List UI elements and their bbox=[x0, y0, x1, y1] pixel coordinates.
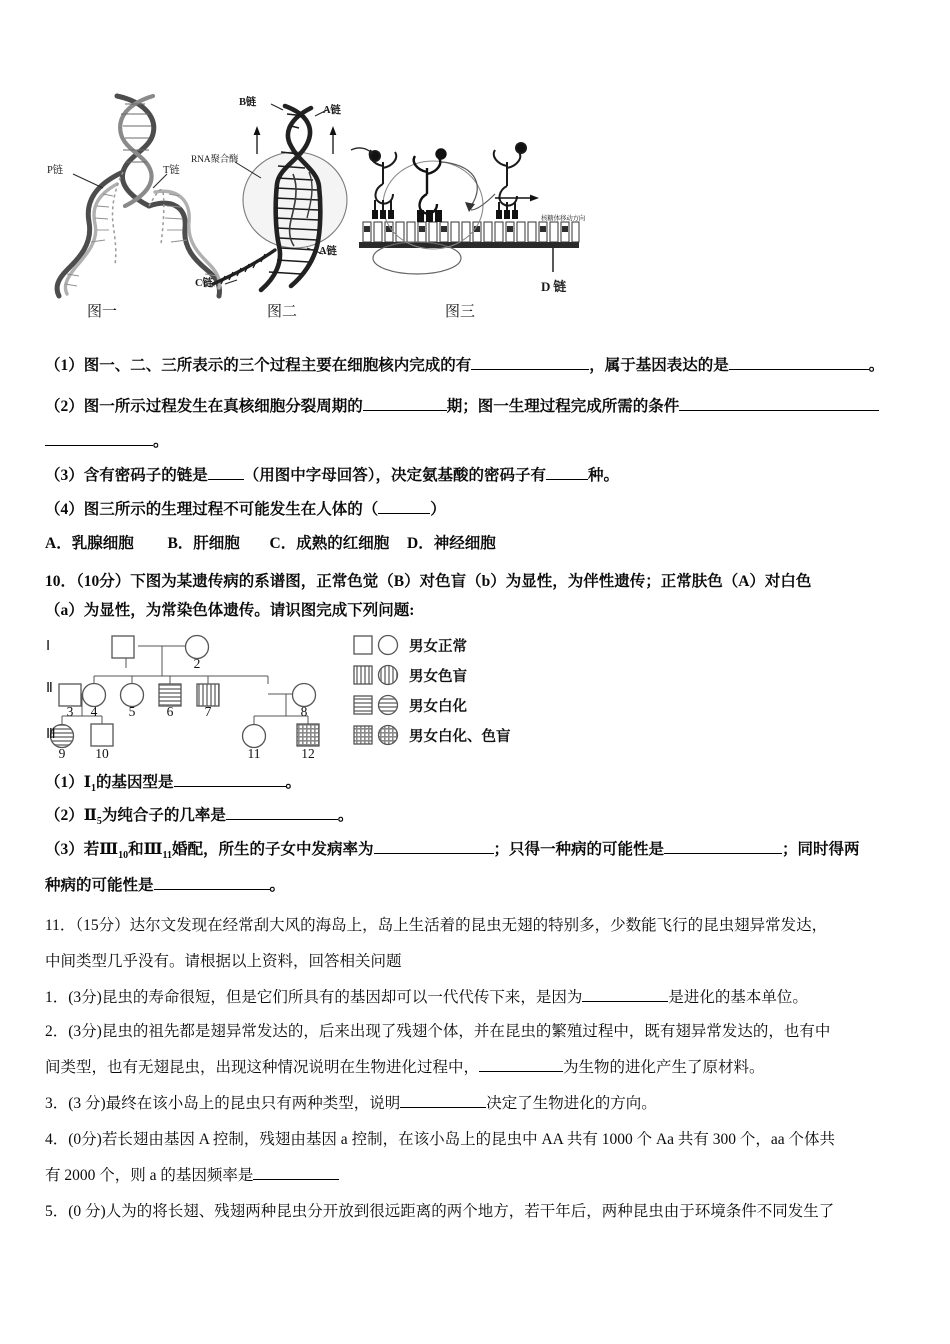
figure-three-label-d-chain: D 链 bbox=[541, 279, 567, 294]
pedigree-svg bbox=[46, 628, 386, 764]
q9-sub2-line bbox=[45, 397, 879, 417]
q9-sub1-blank-1[interactable] bbox=[471, 369, 589, 370]
legend-symbol-normal bbox=[352, 634, 400, 656]
q10-sub3-prefix: （3）若Ⅲ bbox=[45, 841, 119, 858]
legend-symbol-colorblind bbox=[352, 664, 400, 686]
q10-sub3-mid1: 和Ⅲ bbox=[128, 841, 163, 858]
q9-sub3-middle: （用图中字母回答），决定氨基酸的密码子有 bbox=[243, 467, 547, 484]
figure-two-label-a-chain-top: A链 bbox=[323, 105, 341, 116]
legend-label-normal: 男女正常 bbox=[409, 638, 467, 655]
q10-sub1-suffix: 。 bbox=[285, 774, 302, 791]
q10-sub3-blank-2[interactable] bbox=[664, 853, 782, 854]
figure-one-label-p-chain: P链 bbox=[47, 165, 63, 176]
legend-label-both: 男女白化、色盲 bbox=[409, 728, 511, 745]
q10-sub1-mid: 的基因型是 bbox=[96, 774, 174, 791]
q11-item1-blank[interactable] bbox=[582, 1001, 668, 1002]
q10-sub3-blank-1[interactable] bbox=[374, 853, 494, 854]
q10-sub3-subscript-1: 10 bbox=[118, 850, 129, 862]
pedigree-number-11: 11 bbox=[247, 746, 261, 761]
pedigree-individual-12 bbox=[297, 724, 319, 746]
pedigree-number-12: 12 bbox=[301, 746, 315, 761]
q11-item4-text1: 若长翅由基因 A 控制，残翅由基因 a 控制，在该小岛上的昆虫中 AA 共有 1000 个 Aa 共有 300 个，aa 个体共 bbox=[101, 1131, 836, 1148]
q10-sub2-prefix: （2）Ⅱ bbox=[45, 807, 97, 824]
q10-sub1-blank[interactable] bbox=[174, 786, 286, 787]
q9-sub1-blank-2[interactable] bbox=[729, 369, 869, 370]
q11-item5-score: (0 分) bbox=[68, 1203, 106, 1220]
q11-item2-line2-prefix: 间类型，也有无翅昆虫，出现这种情况说明在生物进化过程中， bbox=[45, 1059, 480, 1076]
q11-item4-line2 bbox=[45, 1166, 339, 1186]
q11-item1-prefix: 昆虫的寿命很短，但是它们所具有的基因却可以一代代传下来，是因为 bbox=[101, 989, 583, 1006]
legend-symbol-albino bbox=[352, 694, 400, 716]
pedigree-number-7: 7 bbox=[204, 704, 212, 719]
q11-item2-line1 bbox=[45, 1022, 830, 1042]
q9-sub4-blank-1[interactable] bbox=[378, 513, 430, 514]
q9-sub3-suffix: 种。 bbox=[588, 467, 620, 484]
q9-sub2-middle: 期；图一生理过程完成所需的条件 bbox=[446, 398, 680, 415]
pedigree-number-10: 10 bbox=[95, 746, 109, 761]
pedigree-individual-11 bbox=[243, 725, 266, 748]
figure-three-translation bbox=[345, 110, 595, 305]
q11-item5-number: 5． bbox=[45, 1203, 69, 1220]
q9-option-a[interactable]: A．乳腺细胞 bbox=[45, 535, 134, 552]
q9-sub1-middle: ，属于基因表达的是 bbox=[589, 357, 729, 374]
figure-three-caption: 图三 bbox=[445, 304, 476, 320]
q11-item2-score: (3分) bbox=[68, 1023, 102, 1040]
q10-sub3-line1 bbox=[45, 840, 860, 866]
pedigree-number-9: 9 bbox=[58, 746, 66, 761]
q9-option-d[interactable]: D．神经细胞 bbox=[407, 535, 496, 552]
q10-sub2-blank[interactable] bbox=[226, 819, 338, 820]
q11-stem-line2: 中间类型几乎没有。请根据以上资料，回答相关问题 bbox=[45, 953, 402, 970]
q9-sub4-suffix: ） bbox=[430, 501, 446, 518]
q10-sub3-mid4: ；同时得两 bbox=[782, 841, 860, 858]
q11-item3-score: (3 分) bbox=[68, 1095, 106, 1112]
q11-item2-text1: 昆虫的祖先都是翅异常发达的，后来出现了残翅个体，并在昆虫的繁殖过程中，既有翅异常发达的，也有中 bbox=[101, 1023, 831, 1040]
q11-item1-number: 1． bbox=[45, 989, 69, 1006]
pedigree-generation-label-2: Ⅱ bbox=[46, 681, 53, 696]
q11-item2-line2-suffix: 为生物的进化产生了原材料。 bbox=[563, 1059, 765, 1076]
q10-stem-line1: 10．（10分）下图为某遗传病的系谱图，正常色觉（B）对色盲（b）为显性，为伴性遗传；正常肤色（A）对白色 bbox=[45, 573, 812, 590]
q11-item3-number: 3． bbox=[45, 1095, 69, 1112]
figure-two-label-b-chain: B链 bbox=[239, 97, 257, 108]
biology-figures-group bbox=[45, 88, 605, 323]
q11-stem-line1: 11．（15分）达尔文发现在经常刮大风的海岛上，岛上生活着的昆虫无翅的特别多，少数能飞行的昆虫翅异常发达， bbox=[45, 917, 828, 934]
q9-sub1-prefix: （1）图一、二、三所表示的三个过程主要在细胞核内完成的有 bbox=[45, 357, 472, 374]
legend-row-normal bbox=[352, 634, 467, 656]
pedigree-individual-6 bbox=[159, 684, 181, 706]
pedigree-number-5: 5 bbox=[128, 704, 136, 719]
pedigree-number-4: 4 bbox=[90, 704, 98, 719]
q9-sub3-blank-2[interactable] bbox=[546, 479, 588, 480]
q11-item4-number: 4． bbox=[45, 1131, 69, 1148]
q10-sub2-line bbox=[45, 806, 353, 832]
pedigree-legend bbox=[352, 634, 582, 760]
figure-two-label-c-chain: C链 bbox=[195, 278, 213, 289]
q9-sub1-line bbox=[45, 356, 884, 376]
pedigree-number-2: 2 bbox=[193, 656, 201, 671]
legend-label-colorblind: 男女色盲 bbox=[409, 668, 467, 685]
q10-sub1-prefix: （1）Ⅰ bbox=[45, 774, 92, 791]
q10-sub1-subscript: 1 bbox=[91, 783, 97, 795]
pedigree-individual-1 bbox=[112, 636, 134, 658]
q11-item1-suffix: 是进化的基本单位。 bbox=[668, 989, 808, 1006]
q9-sub3-blank-1[interactable] bbox=[208, 479, 244, 480]
figure-one-caption: 图一 bbox=[87, 304, 118, 320]
q11-item5-line1 bbox=[45, 1202, 834, 1222]
figure-two-caption: 图二 bbox=[267, 304, 298, 320]
q9-sub4-line bbox=[45, 500, 446, 520]
q11-item1-line bbox=[45, 988, 808, 1008]
q9-sub2-line2 bbox=[45, 432, 169, 452]
q11-item4-line1 bbox=[45, 1130, 835, 1150]
pedigree-generation-label-1: Ⅰ bbox=[46, 639, 51, 654]
q10-sub3-mid3: ；只得一种病的可能性是 bbox=[493, 841, 665, 858]
q9-options-row bbox=[45, 534, 496, 554]
pedigree-individual-10 bbox=[91, 724, 113, 746]
figure-one-label-t-chain: T链 bbox=[163, 165, 180, 176]
figure-two-label-a-chain-bottom: A链 bbox=[319, 246, 337, 257]
pedigree-number-3: 3 bbox=[66, 704, 74, 719]
q11-item3-prefix: 最终在该小岛上的昆虫只有两种类型，说明 bbox=[105, 1095, 401, 1112]
q9-option-c[interactable]: C．成熟的红细胞 bbox=[269, 535, 390, 552]
q11-item5-text1: 人为的将长翅、残翅两种昆虫分开放到很远距离的两个地方，若干年后，两种昆虫由于环境条件不同发生了 bbox=[105, 1203, 835, 1220]
q10-stem-line2: （a）为显性，为常染色体遗传。请识图完成下列问题: bbox=[45, 602, 415, 619]
legend-row-both bbox=[352, 724, 511, 746]
q9-sub1-suffix: 。 bbox=[868, 357, 885, 374]
q10-sub3-line2-prefix: 种病的可能性是 bbox=[45, 877, 154, 894]
legend-symbol-both bbox=[352, 724, 400, 746]
q9-sub2-suffix: 。 bbox=[153, 433, 169, 450]
q10-sub1-line bbox=[45, 773, 301, 799]
q11-item3-suffix: 决定了生物进化的方向。 bbox=[486, 1095, 657, 1112]
q9-sub2-prefix: （2）图一所示过程发生在真核细胞分裂周期的 bbox=[45, 398, 363, 415]
q10-sub3-mid2: 婚配，所生的子女中发病率为 bbox=[171, 841, 374, 858]
pedigree-individual-3 bbox=[59, 684, 81, 706]
q9-sub2-blank-3[interactable] bbox=[45, 445, 153, 446]
q10-sub2-mid: 为纯合子的几率是 bbox=[101, 807, 226, 824]
q9-option-b[interactable]: B．肝细胞 bbox=[167, 535, 240, 552]
q10-sub2-suffix: 。 bbox=[337, 807, 354, 824]
q9-sub2-blank-1[interactable] bbox=[363, 410, 447, 411]
q10-sub3-blank-3[interactable] bbox=[154, 889, 270, 890]
q9-sub3-line bbox=[45, 466, 619, 486]
legend-row-colorblind bbox=[352, 664, 467, 686]
q11-item2-line2 bbox=[45, 1058, 765, 1078]
q11-item1-score: (3分) bbox=[68, 989, 102, 1006]
figure-two-label-rna-polymerase: RNA聚合酶 bbox=[191, 155, 239, 165]
q9-sub4-prefix: （4）图三所示的生理过程不可能发生在人体的（ bbox=[45, 501, 379, 518]
pedigree-generation-label-3: Ⅲ bbox=[46, 727, 56, 742]
q11-item4-score: (0分) bbox=[68, 1131, 102, 1148]
pedigree-number-6: 6 bbox=[166, 704, 174, 719]
q10-sub3-line2-suffix: 。 bbox=[269, 877, 286, 894]
q11-item3-blank[interactable] bbox=[400, 1107, 486, 1108]
pedigree-number-8: 8 bbox=[300, 704, 308, 719]
figure-captions-row bbox=[45, 300, 605, 324]
q10-sub2-subscript: 5 bbox=[96, 816, 102, 828]
q11-item3-line bbox=[45, 1094, 657, 1114]
q9-sub3-prefix: （3）含有密码子的链是 bbox=[45, 467, 208, 484]
q11-item4-line2-prefix: 有 2000 个，则 a 的基因频率是 bbox=[45, 1167, 254, 1184]
legend-row-albino bbox=[352, 694, 467, 716]
q9-sub2-blank-2[interactable] bbox=[679, 410, 879, 411]
figure-three-label-ribosome-direction: 核糖体移动方向 bbox=[541, 215, 586, 222]
legend-label-albino: 男女白化 bbox=[409, 698, 467, 715]
q11-item2-number: 2． bbox=[45, 1023, 69, 1040]
q11-item4-blank[interactable] bbox=[253, 1179, 339, 1180]
q11-item2-blank[interactable] bbox=[479, 1071, 563, 1072]
q10-sub3-line2 bbox=[45, 876, 285, 896]
pedigree-individual-7 bbox=[197, 684, 219, 706]
q10-sub3-subscript-2: 11 bbox=[162, 850, 172, 862]
